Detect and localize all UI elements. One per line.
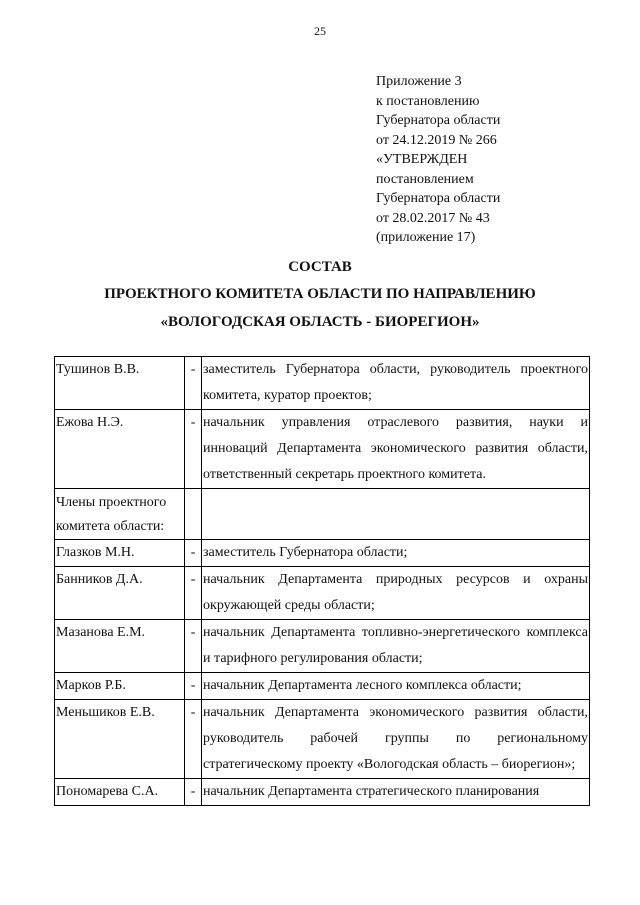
- table-row: [55, 779, 590, 806]
- member-name: Банников Д.А.: [55, 567, 185, 620]
- appendix-line: к постановлению: [376, 93, 480, 109]
- member-role-text: начальник Департамента стратегического планирования: [203, 784, 540, 799]
- member-role: начальник Департамента лесного комплекса области;: [202, 673, 590, 700]
- table-row: [55, 540, 590, 567]
- member-name: Глазков М.Н.: [55, 540, 185, 567]
- member-role: заместитель Губернатора области, руководитель проектного комитета, куратор проектов;: [202, 357, 590, 410]
- appendix-line: Губернатора области: [376, 113, 501, 128]
- dash-separator: -: [185, 620, 202, 673]
- document-subtitle: ПРОЕКТНОГО КОМИТЕТА ОБЛАСТИ ПО НАПРАВЛЕНИЮ: [104, 286, 536, 302]
- table-row-section: [55, 489, 590, 540]
- appendix-line: постановлением: [376, 171, 474, 187]
- member-name: Меньшиков Е.В.: [55, 700, 185, 779]
- committee-members-table: [54, 356, 590, 806]
- member-name: Марков Р.Б.: [55, 673, 185, 700]
- table-row: [55, 620, 590, 673]
- table-row: [55, 700, 590, 779]
- appendix-line: от 24.12.2019 № 266: [376, 132, 497, 148]
- dash-separator: -: [185, 410, 202, 489]
- member-role: [202, 489, 590, 540]
- document-title: СОСТАВ: [288, 259, 352, 275]
- section-label: Члены проектного комитета области:: [55, 489, 185, 540]
- dash-separator: -: [185, 540, 202, 567]
- table-row: [55, 357, 590, 410]
- dash-separator: -: [185, 357, 202, 410]
- appendix-line: (приложение 17): [376, 230, 476, 245]
- dash-separator: [185, 489, 202, 540]
- member-role: начальник Департамента экономического развития области, руководитель рабочей группы по региональному стратегическому проекту «Вологодская область – биорегион»;: [202, 700, 590, 779]
- document-subtitle-project: «ВОЛОГОДСКАЯ ОБЛАСТЬ - БИОРЕГИОН»: [160, 314, 480, 330]
- appendix-line: «УТВЕРЖДЕН: [376, 152, 468, 167]
- member-role: начальник управления отраслевого развития, науки и инноваций Департамента экономического развития области, ответственный секретарь проектного комитета.: [202, 410, 590, 489]
- table-row: [55, 410, 590, 489]
- dash-separator: -: [185, 779, 202, 806]
- member-role: начальник Департамента природных ресурсов и охраны окружающей среды области;: [202, 567, 590, 620]
- member-name: Пономарева С.А.: [55, 779, 185, 806]
- member-name: Ежова Н.Э.: [55, 410, 185, 489]
- page-number: 25: [314, 24, 326, 38]
- member-role: [202, 779, 590, 806]
- appendix-line: Губернатора области: [376, 191, 501, 206]
- member-name: Тушинов В.В.: [55, 357, 185, 410]
- appendix-line: от 28.02.2017 № 43: [376, 210, 490, 226]
- dash-separator: -: [185, 567, 202, 620]
- table-row: [55, 567, 590, 620]
- member-name: Мазанова Е.М.: [55, 620, 185, 673]
- member-role: заместитель Губернатора области;: [202, 540, 590, 567]
- appendix-line: Приложение 3: [376, 74, 462, 89]
- table-row: [55, 673, 590, 700]
- dash-separator: -: [185, 673, 202, 700]
- appendix-block: [376, 72, 500, 248]
- dash-separator: -: [185, 700, 202, 779]
- member-role: начальник Департамента топливно-энергетического комплекса и тарифного регулирования области;: [202, 620, 590, 673]
